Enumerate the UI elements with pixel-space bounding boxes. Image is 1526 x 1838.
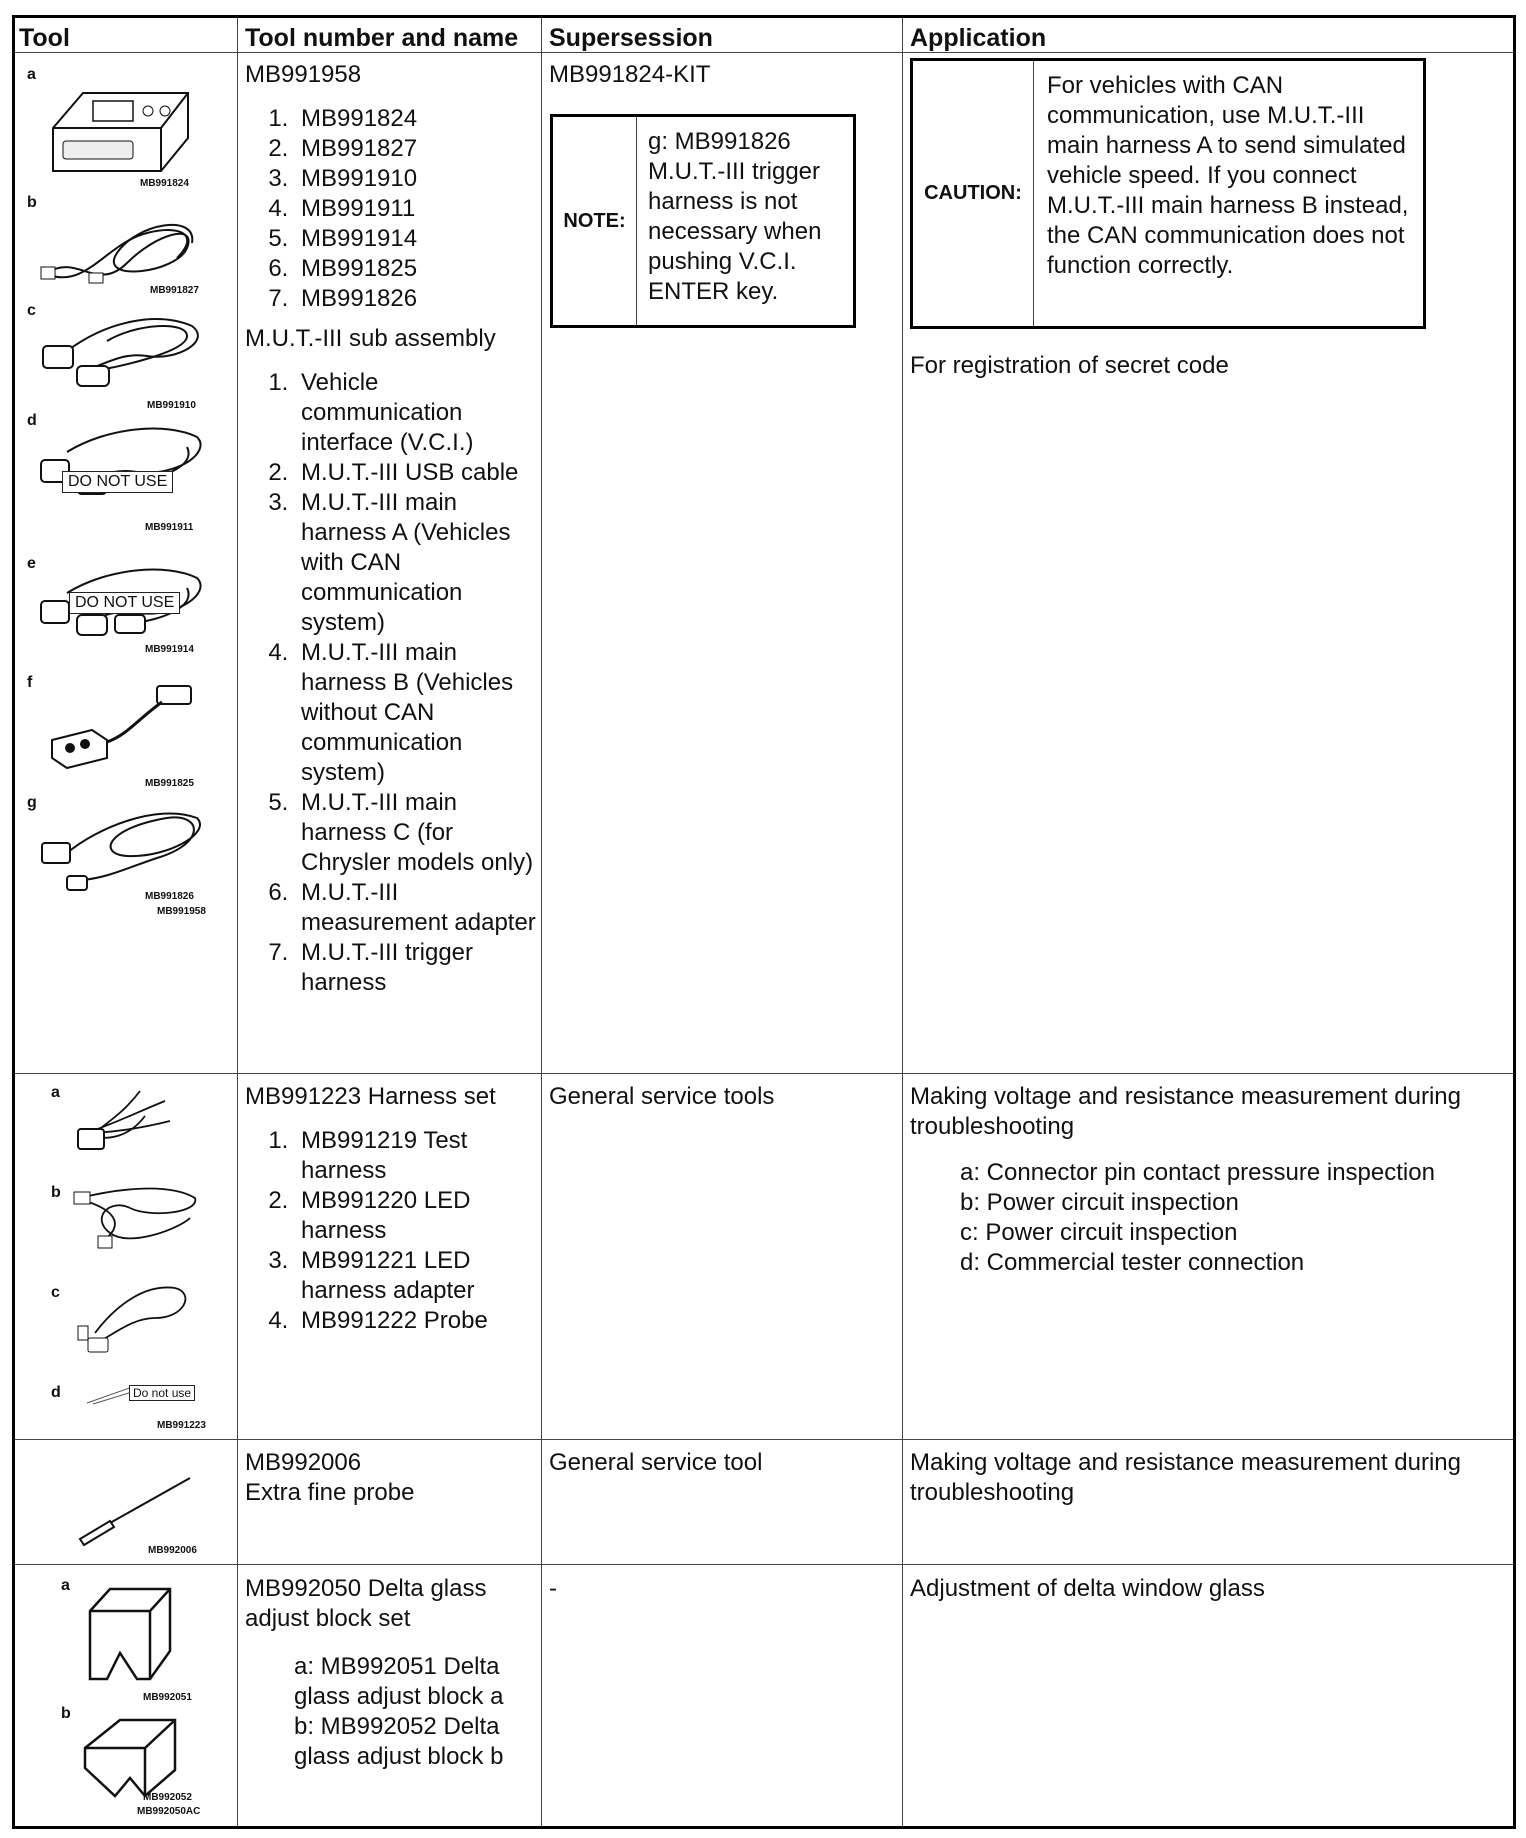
tool-caption: MB991958 [157, 906, 206, 917]
list-item: 1. MB991219 Test harness [295, 1126, 537, 1186]
tool-label: b [27, 194, 37, 211]
row-divider [15, 1073, 1513, 1074]
tool-caption: MB992052 [143, 1792, 192, 1803]
list-item: 4. M.U.T.-III main harness B (Vehicles without CAN communication system) [295, 638, 537, 788]
row2-tool-number: MB991223 Harness set [245, 1083, 496, 1110]
header-tool: Tool [19, 24, 70, 52]
tool-label: b [51, 1184, 61, 1201]
tool-label: a [51, 1084, 60, 1101]
list-item: b: Power circuit inspection [960, 1189, 1239, 1216]
row1-tool-number: MB991958 [245, 61, 362, 88]
header-supersession: Supersession [549, 24, 713, 52]
list-item: 3. M.U.T.-III main harness A (Vehicles with CAN communication system) [295, 488, 537, 638]
row4-tool-number: MB992050 Delta glass adjust block set [245, 1575, 487, 1632]
list-item: 7. M.U.T.-III trigger harness [295, 938, 537, 998]
list-item: b: MB992052 Delta glass adjust block b [294, 1713, 504, 1770]
list-item: a: MB992051 Delta glass adjust block a [294, 1653, 504, 1710]
special-tools-table [12, 15, 1516, 1829]
row2-application: Making voltage and resistance measurement during troubleshooting [910, 1083, 1461, 1140]
list-item: 7. MB991826 [295, 284, 537, 314]
list-item: 2. MB991827 [295, 134, 537, 164]
tool-caption: MB991910 [147, 400, 196, 411]
tool-label: d [51, 1384, 61, 1401]
caution-label: CAUTION: [913, 61, 1034, 326]
note-text: g: MB991826 M.U.T.-III trigger harness is not necessary when pushing V.C.I. ENTER key. [648, 128, 822, 305]
tool-caption: MB991825 [145, 778, 194, 789]
list-item: 4. MB991222 Probe [295, 1306, 537, 1336]
row1-application: For registration of secret code [910, 352, 1229, 379]
main-harness-icon [37, 311, 207, 396]
tool-label: e [27, 555, 36, 572]
list-item: 4. MB991911 [295, 194, 537, 224]
tool-caption: MB992006 [148, 1545, 197, 1556]
column-divider [902, 18, 903, 1826]
list-item: a: Connector pin contact pressure inspection [960, 1159, 1435, 1186]
tool-caption: MB992051 [143, 1692, 192, 1703]
measurement-adapter-icon [37, 680, 207, 775]
row3-application: Making voltage and resistance measurement during troubleshooting [910, 1449, 1461, 1506]
list-item: c: Power circuit inspection [960, 1219, 1238, 1246]
column-divider [541, 18, 542, 1826]
adjust-block-a-icon [75, 1581, 185, 1691]
row4-tool-number-cell [245, 1574, 537, 1772]
tool-caption: MB991824 [140, 178, 189, 189]
row3-supersession: General service tool [549, 1449, 763, 1476]
list-item: d: Commercial tester connection [960, 1249, 1305, 1276]
header-divider [15, 52, 1513, 53]
extra-fine-probe-icon [70, 1473, 200, 1548]
vci-unit-icon [43, 83, 193, 178]
row2-tool-number-cell [245, 1082, 537, 1336]
tool-label: a [27, 66, 36, 83]
row4-component-list [245, 1652, 537, 1772]
list-item: 5. M.U.T.-III main harness C (for Chrysler models only) [295, 788, 537, 878]
trigger-harness-icon [37, 798, 207, 898]
header-application: Application [910, 24, 1047, 52]
row2-application-list [910, 1158, 1510, 1278]
do-not-use-label: DO NOT USE [69, 592, 180, 614]
list-item: 3. MB991910 [295, 164, 537, 194]
tool-label: d [27, 412, 37, 429]
column-divider [237, 18, 238, 1826]
usb-cable-icon [37, 203, 207, 298]
row4-supersession: - [549, 1575, 557, 1602]
led-harness-adapter-icon [70, 1278, 200, 1358]
list-item: 1. Vehicle communication interface (V.C.I.) [295, 368, 537, 458]
caution-text: For vehicles with CAN communication, use M.U.T.-III main harness A to send simulated vehicle speed. If you connect M.U.T.-III main harness B instead, the CAN communication does not function correctly. [1047, 72, 1409, 279]
row1-component-list [245, 104, 537, 314]
do-not-use-label: DO NOT USE [62, 471, 173, 493]
list-item: 5. MB991914 [295, 224, 537, 254]
row1-tool-number-cell [245, 60, 537, 998]
tool-label: c [27, 302, 36, 319]
row1-supersession: MB991824-KIT [549, 61, 711, 88]
test-harness-icon [70, 1081, 180, 1156]
tool-label: a [61, 1577, 70, 1594]
tool-label: f [27, 674, 33, 691]
tool-caption: MB991826 [145, 891, 194, 902]
note-label: NOTE: [553, 117, 637, 325]
row2-supersession: General service tools [549, 1083, 775, 1110]
row3-tool-name: Extra fine probe [245, 1479, 415, 1506]
list-item: 6. MB991825 [295, 254, 537, 284]
tool-caption: MB991223 [157, 1420, 206, 1431]
row2-application-cell [910, 1082, 1510, 1278]
list-item: 2. M.U.T.-III USB cable [295, 458, 537, 488]
row2-component-list [245, 1126, 537, 1336]
row-divider [15, 1439, 1513, 1440]
tool-label: b [61, 1705, 71, 1722]
tool-caption: MB991914 [145, 644, 194, 655]
row3-tool-number-cell [245, 1448, 414, 1508]
list-item: 3. MB991221 LED harness adapter [295, 1246, 537, 1306]
tool-caption: MB992050AC [137, 1806, 201, 1817]
row1-sub-assembly-title: M.U.T.-III sub assembly [245, 325, 496, 352]
do-not-use-label: Do not use [129, 1385, 195, 1401]
tool-label: g [27, 794, 37, 811]
list-item: 6. M.U.T.-III measurement adapter [295, 878, 537, 938]
list-item: 1. MB991824 [295, 104, 537, 134]
led-harness-icon [70, 1178, 200, 1258]
row-divider [15, 1564, 1513, 1565]
caution-box [910, 58, 1426, 329]
row1-sub-assembly-list [245, 368, 537, 998]
tool-label: c [51, 1284, 60, 1301]
tool-caption: MB991827 [150, 285, 199, 296]
row4-application: Adjustment of delta window glass [910, 1575, 1265, 1602]
tool-caption: MB991911 [145, 522, 194, 533]
note-box [550, 114, 856, 328]
row3-tool-number: MB992006 [245, 1449, 362, 1476]
header-tool-number-name: Tool number and name [245, 24, 519, 52]
list-item: 2. MB991220 LED harness [295, 1186, 537, 1246]
